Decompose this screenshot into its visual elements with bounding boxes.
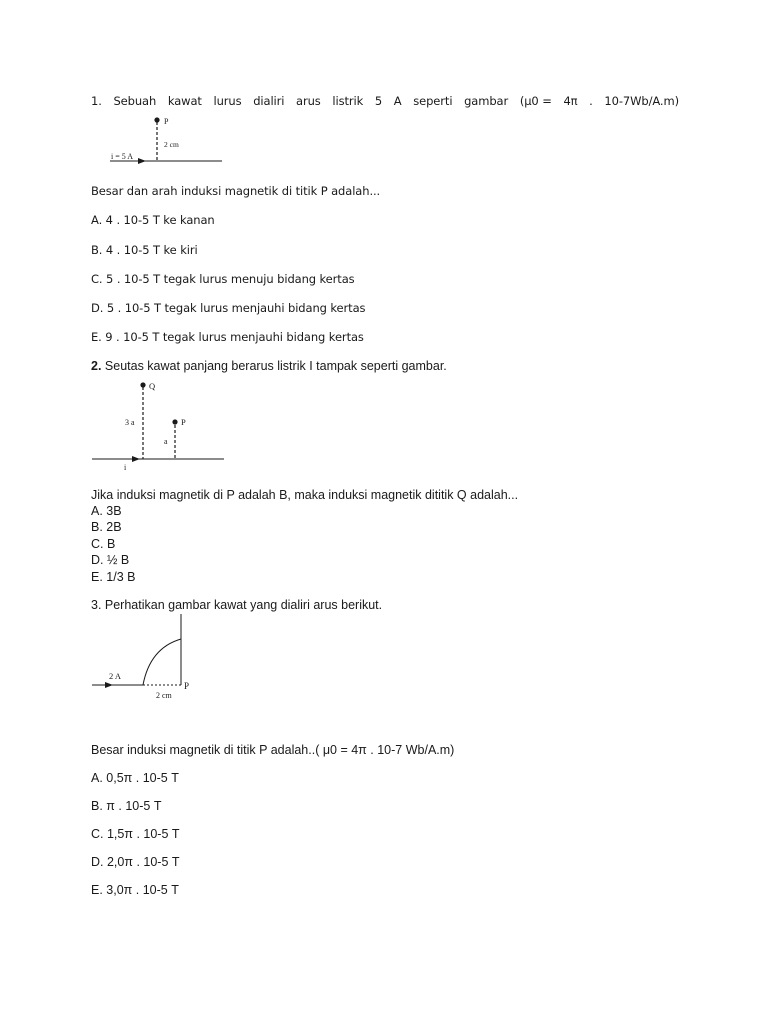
q2-option-d[interactable]: D. ½ B (91, 553, 130, 567)
q1-word: listrik (332, 94, 364, 108)
q2-label-3a: 3 a (125, 418, 135, 427)
q1-option-c[interactable]: C. 5 . 10-5 T tegak lurus menuju bidang kertas (91, 272, 355, 286)
q3-option-d[interactable]: D. 2,0π . 10-5 T (91, 855, 180, 869)
q1-figure (100, 112, 230, 168)
q3-figure (88, 610, 218, 705)
q1-word: 5 (374, 94, 383, 108)
q2-question: Jika induksi magnetik di P adalah B, maka induksi magnetik dititik Q adalah... (91, 488, 519, 502)
q2-label-a: a (164, 437, 168, 446)
q2-point-p (172, 419, 177, 424)
q3-stem: 3. Perhatikan gambar kawat yang dialiri arus berikut. (91, 598, 383, 612)
q3-current-arrow (105, 682, 113, 688)
q2-point-q (140, 382, 145, 387)
q2-label-q: Q (149, 381, 156, 391)
q1-label-p: P (164, 117, 169, 126)
q1-option-d[interactable]: D. 5 . 10-5 T tegak lurus menjauhi bidang kertas (91, 301, 366, 315)
q1-word: seperti (413, 94, 453, 108)
q1-stem (91, 94, 679, 108)
q1-word: 10-7Wb/A.m) (604, 94, 679, 108)
q1-word: kawat (167, 94, 202, 108)
q3-question: Besar induksi magnetik di titik P adalah..( μ0 = 4π . 10-7 Wb/A.m) (91, 743, 455, 757)
q1-word: gambar (464, 94, 509, 108)
q1-word: lurus (213, 94, 242, 108)
q3-label-radius: 2 cm (156, 691, 172, 700)
q1-point-p (154, 117, 159, 122)
q3-option-a[interactable]: A. 0,5π . 10-5 T (91, 771, 179, 785)
q2-figure (88, 376, 228, 474)
q1-option-b[interactable]: B. 4 . 10-5 T ke kiri (91, 243, 198, 257)
q1-word: arus (296, 94, 321, 108)
q3-option-c[interactable]: C. 1,5π . 10-5 T (91, 827, 180, 841)
q3-arc-wire (143, 639, 181, 685)
q2-label-i: i (124, 463, 127, 472)
q1-option-e[interactable]: E. 9 . 10-5 T tegak lurus menjauhi bidang kertas (91, 330, 364, 344)
q2-option-a[interactable]: A. 3B (91, 504, 122, 518)
q1-question: Besar dan arah induksi magnetik di titik P adalah... (91, 184, 381, 198)
q3-label-p: P (184, 681, 190, 691)
q1-word: 4π (563, 94, 578, 108)
q2-label-p: P (181, 417, 186, 427)
q1-number: 1. (91, 94, 102, 108)
q2-current-arrow (132, 456, 140, 462)
q1-word: (μ0 = (519, 94, 552, 108)
q1-word: A (393, 94, 402, 108)
q1-word: Sebuah (113, 94, 157, 108)
q2-stem (91, 359, 447, 373)
q2-stem-text: Seutas kawat panjang berarus listrik I tampak seperti gambar. (104, 359, 447, 373)
q3-option-b[interactable]: B. π . 10-5 T (91, 799, 162, 813)
q2-number: 2. (91, 359, 102, 373)
q3-label-current: 2 A (109, 671, 122, 681)
q3-option-e[interactable]: E. 3,0π . 10-5 T (91, 883, 179, 897)
q1-word: dialiri (253, 94, 285, 108)
q2-option-c[interactable]: C. B (91, 537, 116, 551)
q2-option-b[interactable]: B. 2B (91, 520, 122, 534)
q1-option-a[interactable]: A. 4 . 10-5 T ke kanan (91, 213, 215, 227)
q1-word: . (589, 94, 593, 108)
q1-label-current: i = 5 A (111, 152, 134, 161)
q2-option-e[interactable]: E. 1/3 B (91, 570, 136, 584)
q1-current-arrow (138, 158, 146, 164)
q1-label-distance: 2 cm (164, 140, 179, 149)
